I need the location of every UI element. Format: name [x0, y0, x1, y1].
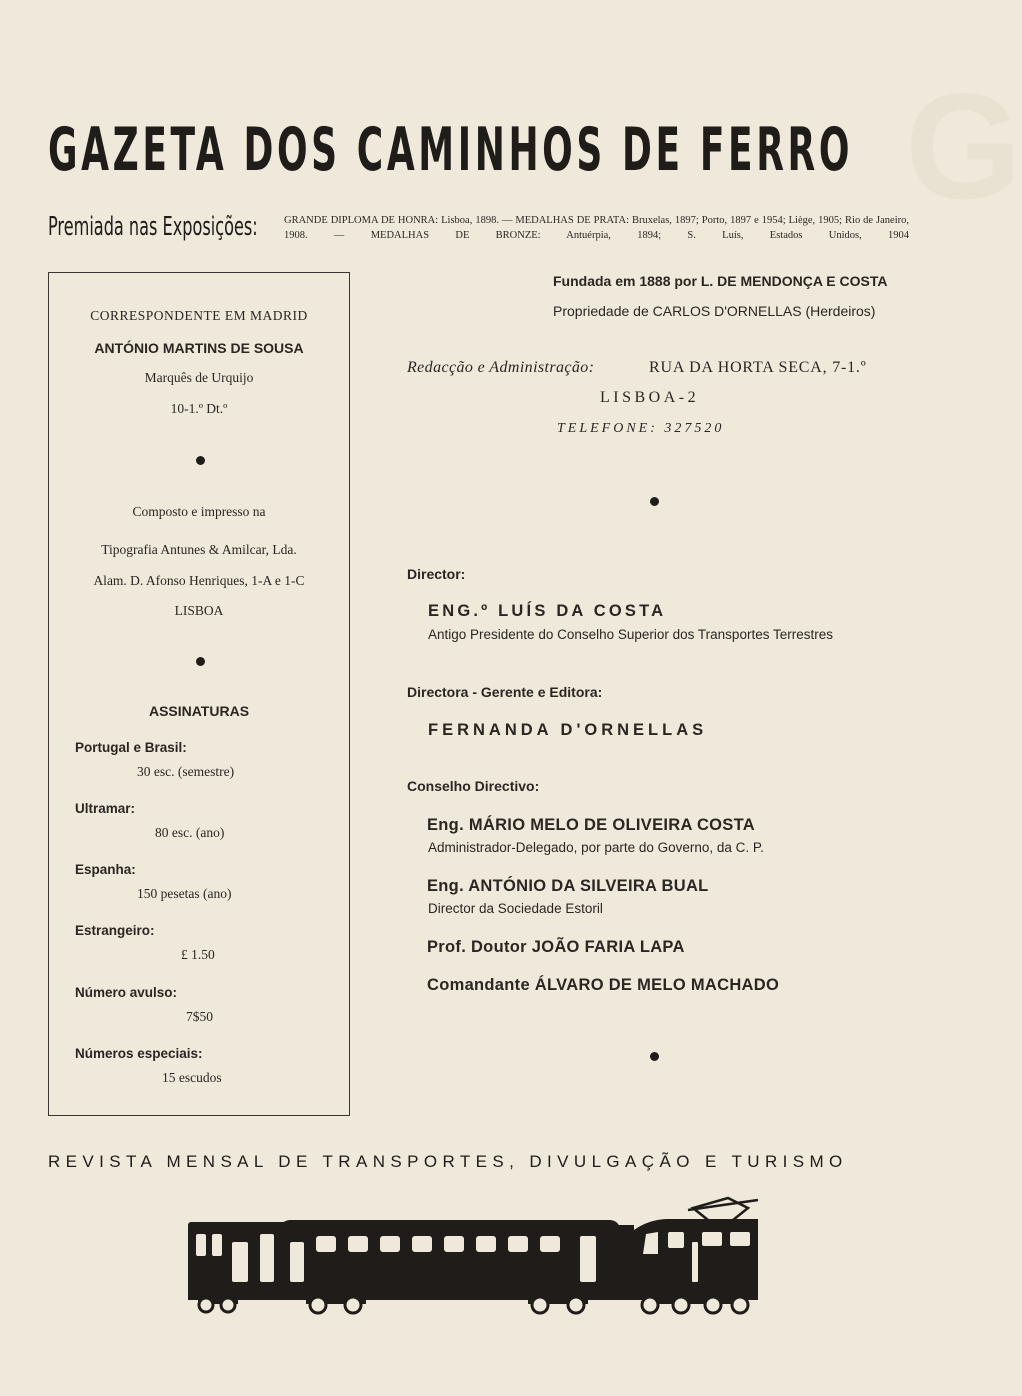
board-member-name: Eng. MÁRIO MELO DE OLIVEIRA COSTA	[427, 816, 755, 834]
director-role: Antigo Presidente do Conselho Superior dos Transportes Terrestres	[428, 627, 833, 642]
address-label: Redacção e Administração:	[407, 359, 595, 376]
address: RUA DA HORTA SECA, 7-1.º	[649, 359, 867, 376]
subscription-value: £ 1.50	[181, 947, 215, 962]
subscription-value: 80 esc. (ano)	[155, 825, 225, 840]
subscription-label: Números especiais:	[75, 1046, 203, 1061]
board-member-name: Eng. ANTÓNIO DA SILVEIRA BUAL	[427, 877, 709, 895]
subscription-label: Número avulso:	[75, 985, 178, 1000]
subscription-value: 7$50	[186, 1009, 213, 1024]
subscription-value: 30 esc. (semestre)	[137, 764, 235, 779]
subscription-value: 150 pesetas (ano)	[137, 886, 232, 901]
printer-address: Alam. D. Afonso Henriques, 1-A e 1-C	[93, 573, 305, 588]
dot-icon	[196, 657, 205, 666]
subscription-value: 15 escudos	[162, 1070, 222, 1085]
dot-icon	[196, 456, 205, 465]
correspondent-title: CORRESPONDENTE EM MADRID	[90, 308, 308, 323]
board-member-role: Administrador-Delegado, por parte do Governo, da C. P.	[428, 840, 764, 855]
dot-icon	[650, 1052, 659, 1061]
info-box	[48, 272, 350, 1116]
correspondent-name: ANTÓNIO MARTINS DE SOUSA	[94, 340, 304, 356]
board-member-name: Prof. Doutor JOÃO FARIA LAPA	[427, 938, 685, 956]
director-label: Director:	[407, 566, 466, 582]
electric-train-illustration	[188, 1192, 763, 1317]
printer-name: Tipografia Antunes & Amilcar, Lda.	[101, 542, 297, 557]
subscription-label: Estrangeiro:	[75, 923, 155, 938]
awards-list: GRANDE DIPLOMA DE HONRA: Lisboa, 1898. — MEDALHAS DE PRATA: Bruxelas, 1897; Porto, 1897 e 1954; Liège, 1905; Rio de Janeiro, 1908. — MEDALHAS DE BRONZE: Antuérpia, 1894; S. Luís, Estados Unidos, 1904	[284, 215, 909, 241]
printer-city: LISBOA	[174, 603, 224, 618]
subscription-label: Ultramar:	[75, 801, 136, 816]
founded-line: Fundada em 1888 por L. DE MENDONÇA E COSTA	[553, 273, 888, 289]
masthead-title: GAZETA DOS CAMINHOS DE FERRO	[48, 115, 854, 185]
subscription-label: Espanha:	[75, 862, 136, 877]
board-label: Conselho Directivo:	[407, 778, 540, 794]
printer-intro: Composto e impresso na	[132, 504, 266, 519]
city: LISBOA-2	[600, 389, 700, 406]
bleed-through-shape: G	[905, 62, 1022, 230]
correspondent-address-line2: 10-1.º Dt.º	[170, 401, 228, 416]
subscriptions-title: ASSINATURAS	[148, 703, 250, 719]
correspondent-address-line1: Marquês de Urquijo	[144, 370, 254, 385]
board-member-name: Comandante ÁLVARO DE MELO MACHADO	[427, 976, 780, 994]
dot-icon	[650, 497, 659, 506]
tagline: REVISTA MENSAL DE TRANSPORTES, DIVULGAÇÃO E TURISMO	[48, 1152, 848, 1171]
board-member-role: Director da Sociedade Estoril	[428, 901, 603, 916]
awards-heading: Premiada nas Exposições:	[48, 212, 258, 242]
manager-name: FERNANDA D'ORNELLAS	[428, 721, 708, 739]
phone: TELEFONE: 327520	[557, 421, 725, 436]
subscription-label: Portugal e Brasil:	[75, 740, 187, 755]
director-name: ENG.º LUÍS DA COSTA	[428, 602, 667, 620]
manager-label: Directora - Gerente e Editora:	[407, 684, 603, 700]
owner-line: Propriedade de CARLOS D'ORNELLAS (Herdeiros)	[553, 303, 876, 319]
